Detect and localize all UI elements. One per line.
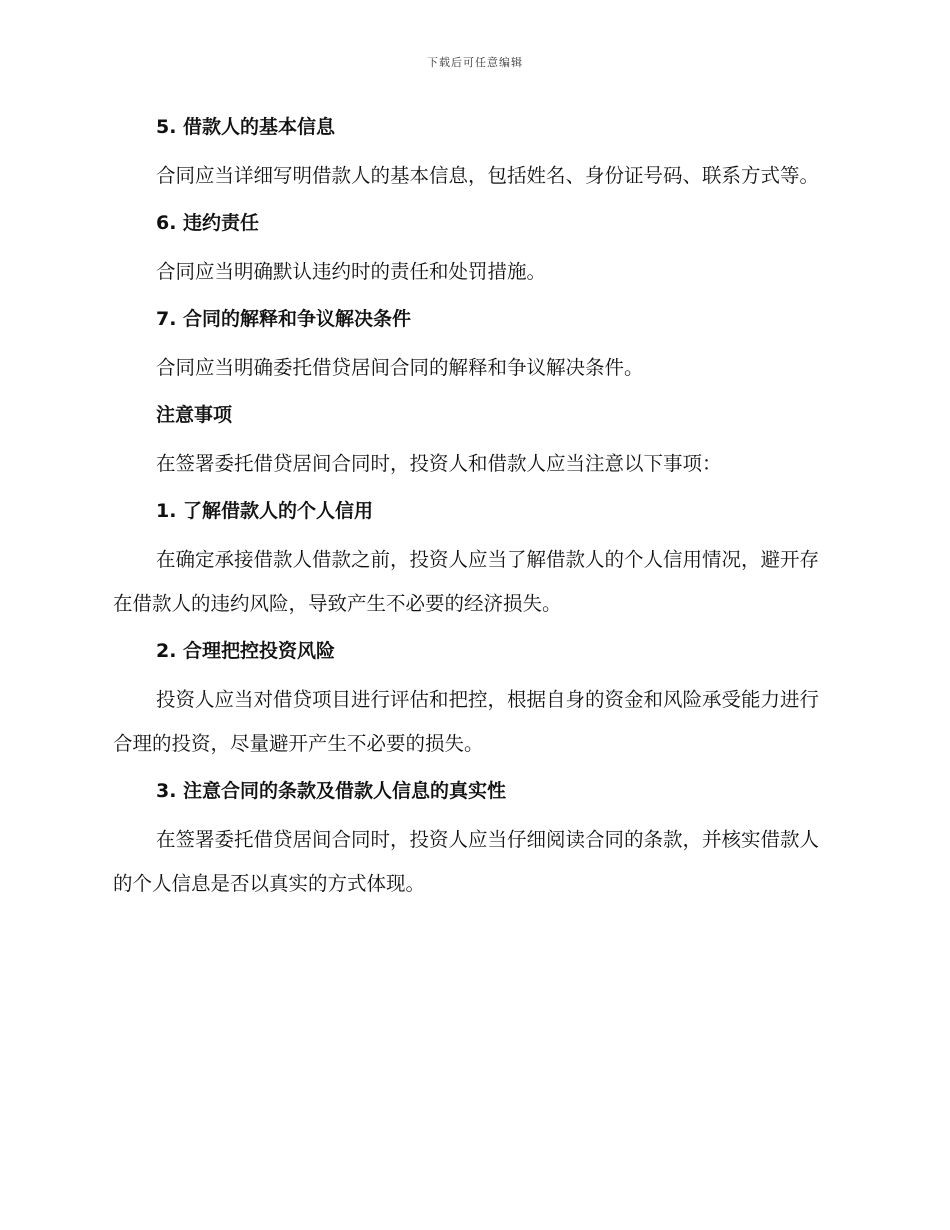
section-heading-risk-control: 2. 合理把控投资风险 — [156, 640, 336, 662]
section-paragraph-borrower-info: 合同应当详细写明借款人的基本信息，包括姓名、身份证号码、联系方式等。 — [156, 164, 820, 187]
section-heading-dispute-resolution: 7. 合同的解释和争议解决条件 — [156, 308, 412, 330]
section-paragraph-credit: 在确定承接借款人借款之前，投资人应当了解借款人的个人信用情况，避开存在借款人的违约风险，导致产生不必要的经济损失。 — [113, 548, 820, 615]
section-paragraph-dispute-resolution: 合同应当明确委托借贷居间合同的解释和争议解决条件。 — [156, 356, 644, 379]
section-paragraph-breach-liability: 合同应当明确默认违约时的责任和处罚措施。 — [156, 260, 547, 283]
page-header: 下载后可任意编辑 — [427, 56, 523, 69]
section-heading-authenticity: 3. 注意合同的条款及借款人信息的真实性 — [156, 780, 507, 802]
document-body — [113, 112, 833, 906]
section-heading-borrower-info: 5. 借款人的基本信息 — [156, 116, 336, 138]
section-heading-credit: 1. 了解借款人的个人信用 — [156, 500, 374, 522]
section-heading-notes: 注意事项 — [156, 404, 233, 426]
section-paragraph-authenticity: 在签署委托借贷居间合同时，投资人应当仔细阅读合同的条款，并核实借款人的个人信息是否以真实的方式体现。 — [113, 828, 820, 895]
section-heading-breach-liability: 6. 违约责任 — [156, 212, 260, 234]
section-paragraph-notes: 在签署委托借贷居间合同时，投资人和借款人应当注意以下事项： — [156, 452, 722, 475]
section-paragraph-risk-control: 投资人应当对借贷项目进行评估和把控，根据自身的资金和风险承受能力进行合理的投资，尽量避开产生不必要的损失。 — [113, 688, 820, 755]
